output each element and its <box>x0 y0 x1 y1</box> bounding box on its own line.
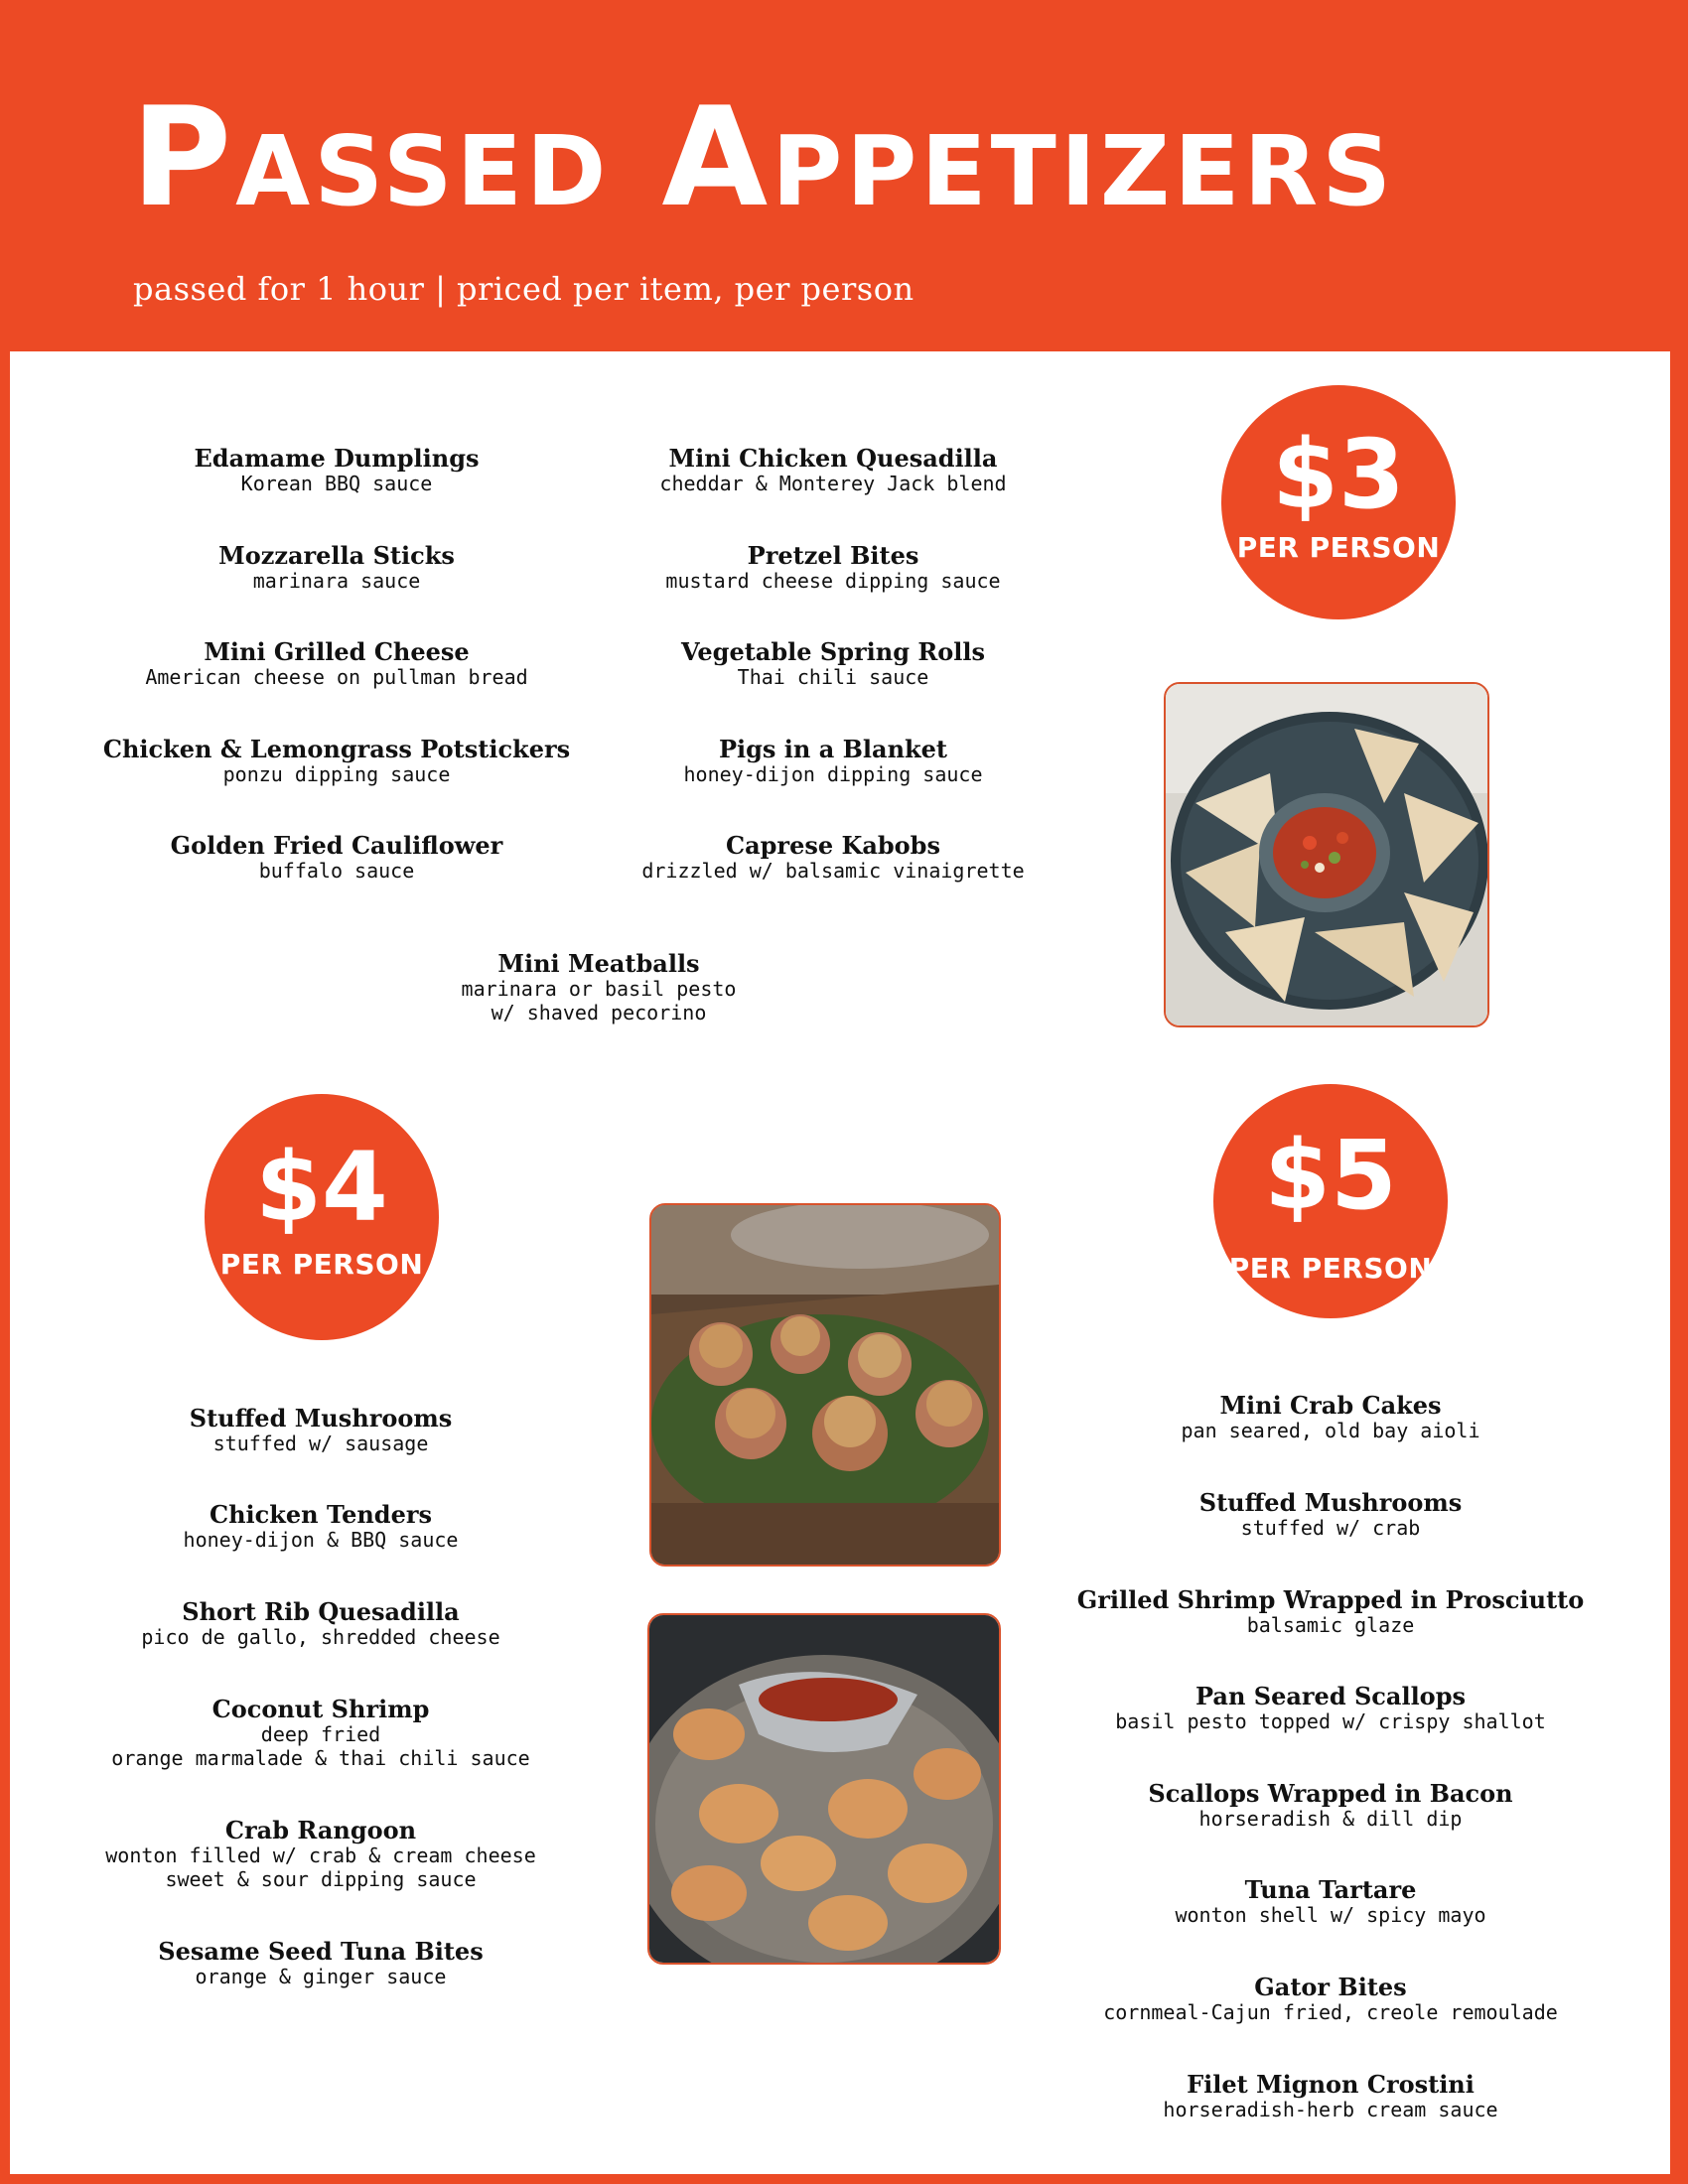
item-desc: wonton filled w/ crab & cream cheese <box>105 1843 536 1867</box>
item-name: Mini Grilled Cheese <box>204 637 470 666</box>
price-per-person: PER PERSON <box>1228 1252 1433 1285</box>
coconut-shrimp-image <box>649 1615 999 1963</box>
item-name: Short Rib Quesadilla <box>182 1597 460 1626</box>
item-desc: drizzled w/ balsamic vinaigrette <box>641 859 1025 883</box>
quesadilla-photo <box>1164 682 1489 1027</box>
item-name: Mini Crab Cakes <box>1219 1391 1442 1420</box>
item-desc: horseradish & dill dip <box>1198 1807 1463 1831</box>
item-desc: deep fried <box>260 1722 381 1746</box>
item-name: Chicken Tenders <box>209 1500 433 1529</box>
item-desc: Thai chili sauce <box>737 665 929 689</box>
price-amount: $3 <box>1272 419 1405 530</box>
item-desc: mustard cheese dipping sauce <box>665 569 1001 593</box>
menu-item <box>1181 1392 1479 1442</box>
item-desc: honey-dijon dipping sauce <box>683 762 983 786</box>
item-name: Tuna Tartare <box>1244 1875 1417 1904</box>
menu-item <box>1077 1586 1585 1637</box>
item-name: Pigs in a Blanket <box>718 735 948 763</box>
menu-item <box>1115 1683 1545 1733</box>
item-desc: ponzu dipping sauce <box>222 762 451 786</box>
price-badge-4 <box>205 1094 439 1340</box>
menu-item <box>681 638 985 689</box>
item-desc: w/ shaved pecorino <box>491 1001 707 1024</box>
menu-item <box>1199 1489 1463 1540</box>
menu-item <box>659 445 1006 495</box>
header-banner <box>0 0 1688 349</box>
menu-item <box>462 950 737 1024</box>
item-name: Stuffed Mushrooms <box>189 1404 453 1433</box>
price-badge-3 <box>1221 385 1456 619</box>
item-name: Mozzarella Sticks <box>218 541 455 570</box>
page-title: Passed Appetizers <box>131 77 1396 237</box>
menu-item <box>171 832 503 883</box>
menu-item <box>103 736 570 786</box>
menu-item <box>641 832 1024 883</box>
menu-item <box>683 736 982 786</box>
menu-item <box>111 1696 529 1770</box>
menu-item <box>1103 1974 1558 2024</box>
menu-item <box>1163 2071 1497 2121</box>
item-name: Chicken & Lemongrass Potstickers <box>102 735 571 763</box>
menu-item <box>190 1405 453 1455</box>
item-desc: horseradish-herb cream sauce <box>1163 2098 1498 2121</box>
price-amount: $5 <box>1264 1120 1397 1231</box>
quesadilla-plate-image <box>1166 684 1487 1025</box>
item-desc: Korean BBQ sauce <box>240 472 433 495</box>
item-desc: pico de gallo, shredded cheese <box>141 1625 500 1649</box>
item-desc: cheddar & Monterey Jack blend <box>659 472 1007 495</box>
menu-item <box>105 1817 535 1891</box>
item-name: Caprese Kabobs <box>726 831 940 860</box>
item-desc: honey-dijon & BBQ sauce <box>183 1528 459 1552</box>
item-name: Mini Meatballs <box>497 949 700 978</box>
item-name: Grilled Shrimp Wrapped in Prosciutto <box>1076 1585 1585 1614</box>
price-amount: $4 <box>255 1132 388 1243</box>
price-badge-5 <box>1213 1084 1448 1318</box>
item-name: Edamame Dumplings <box>194 444 480 473</box>
item-desc: buffalo sauce <box>258 859 415 883</box>
item-name: Pan Seared Scallops <box>1195 1682 1466 1710</box>
item-name: Gator Bites <box>1254 1973 1407 2001</box>
item-desc: balsamic glaze <box>1246 1613 1415 1637</box>
item-desc: orange & ginger sauce <box>195 1965 447 1988</box>
menu-item <box>141 1598 499 1649</box>
item-name: Mini Chicken Quesadilla <box>668 444 998 473</box>
scallops-photo <box>649 1203 1001 1567</box>
menu-item <box>194 445 479 495</box>
item-desc: stuffed w/ crab <box>1240 1516 1421 1540</box>
menu-item <box>1148 1780 1512 1831</box>
item-desc: cornmeal-Cajun fried, creole remoulade <box>1103 2000 1558 2024</box>
price-per-person: PER PERSON <box>219 1248 424 1281</box>
item-name: Pretzel Bites <box>747 541 919 570</box>
item-desc: stuffed w/ sausage <box>212 1432 429 1455</box>
page-subtitle: passed for 1 hour | priced per item, per person <box>133 270 914 308</box>
item-name: Sesame Seed Tuna Bites <box>158 1937 484 1966</box>
menu-item <box>1175 1876 1485 1927</box>
menu-item <box>184 1501 459 1552</box>
item-name: Golden Fried Cauliflower <box>170 831 503 860</box>
item-desc: orange marmalade & thai chili sauce <box>111 1746 530 1770</box>
menu-item <box>145 638 527 689</box>
menu-item <box>218 542 455 593</box>
item-desc: sweet & sour dipping sauce <box>165 1867 477 1891</box>
item-desc: marinara sauce <box>252 569 421 593</box>
item-name: Coconut Shrimp <box>211 1695 430 1723</box>
menu-item <box>158 1938 483 1988</box>
item-desc: basil pesto topped w/ crispy shallot <box>1115 1709 1546 1733</box>
item-desc: American cheese on pullman bread <box>145 665 528 689</box>
item-desc: wonton shell w/ spicy mayo <box>1175 1903 1486 1927</box>
shrimp-photo <box>647 1613 1001 1965</box>
item-name: Vegetable Spring Rolls <box>680 637 986 666</box>
item-name: Crab Rangoon <box>224 1816 417 1844</box>
bacon-scallops-image <box>651 1205 999 1565</box>
item-name: Scallops Wrapped in Bacon <box>1148 1779 1513 1808</box>
menu-item <box>665 542 1000 593</box>
item-name: Filet Mignon Crostini <box>1187 2070 1475 2099</box>
item-name: Stuffed Mushrooms <box>1198 1488 1463 1517</box>
price-per-person: PER PERSON <box>1236 531 1441 564</box>
item-desc: pan seared, old bay aioli <box>1181 1419 1480 1442</box>
item-desc: marinara or basil pesto <box>461 977 737 1001</box>
